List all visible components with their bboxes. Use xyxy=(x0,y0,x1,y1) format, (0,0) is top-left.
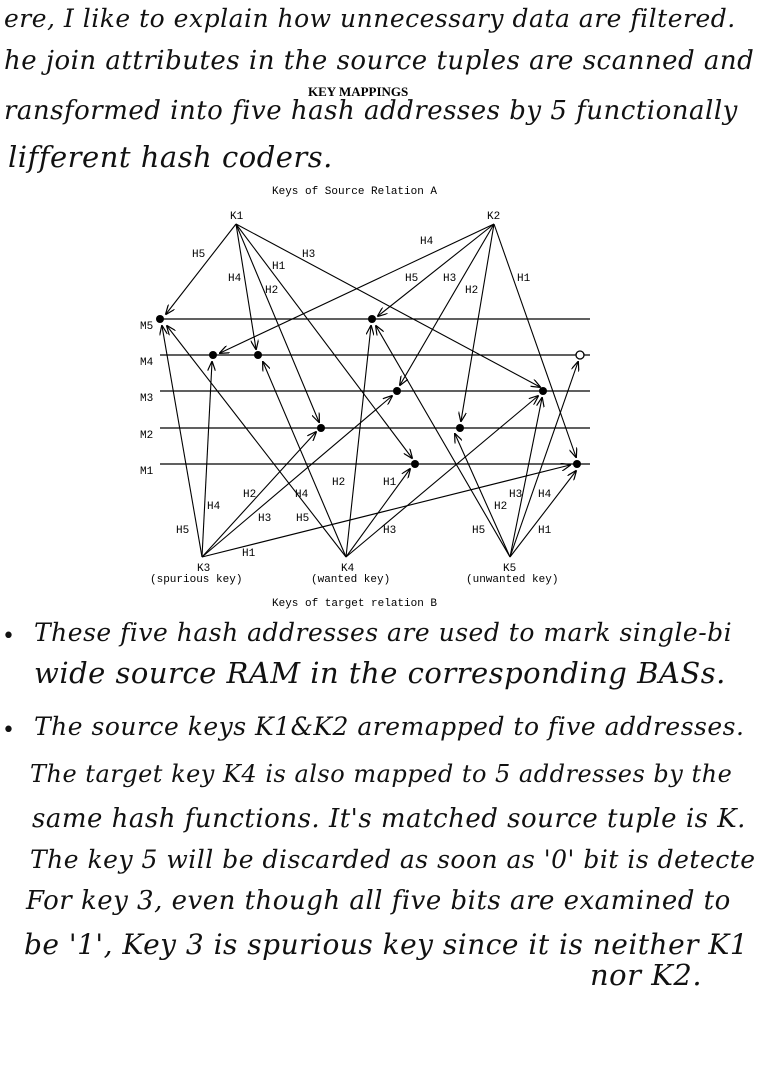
target-caption: Keys of target relation B xyxy=(272,598,438,610)
k4-arrows xyxy=(167,326,538,557)
k2-arrow-h3 xyxy=(400,224,494,385)
row-label-m1: M1 xyxy=(140,466,154,478)
bit-dot xyxy=(456,424,464,432)
intro-line-3: ransformed into five hash addresses by 5 functionally xyxy=(4,96,738,126)
source-key-k2: K2 xyxy=(487,211,501,223)
target-keys xyxy=(150,563,558,586)
k1-label-h2: H2 xyxy=(265,285,279,297)
k2-label-h4: H4 xyxy=(420,236,434,248)
k5-label-h3: H3 xyxy=(509,489,523,501)
k4-label-h4: H4 xyxy=(295,489,309,501)
intro-line-2: he join attributes in the source tuples are scanned and xyxy=(4,46,755,76)
bit-dot xyxy=(254,351,262,359)
target-key-k4: K4 xyxy=(341,563,355,575)
k3-edge-labels xyxy=(176,489,271,560)
k3-label-h2: H2 xyxy=(243,489,257,501)
k4-label-h5: H5 xyxy=(296,513,310,525)
k3-label-h4: H4 xyxy=(207,501,221,513)
bullet-2-line-7: nor K2. xyxy=(590,958,703,992)
bullet-2-line-1: The source keys K1&K2 aremapped to five addresses. xyxy=(34,712,745,741)
k3-label-h5: H5 xyxy=(176,525,190,537)
k5-arrow-h1 xyxy=(455,434,510,557)
intro-line-4: lifferent hash coders. xyxy=(8,140,333,174)
target-key-k3-note: (spurious key) xyxy=(150,574,243,586)
bullet-1-line-2: wide source RAM in the corresponding BASs. xyxy=(34,656,726,690)
target-key-k5-note: (unwanted key) xyxy=(466,574,559,586)
bit-dot xyxy=(539,387,547,395)
k1-arrows xyxy=(166,224,540,458)
k4-arrow-h2 xyxy=(346,326,371,557)
k5-label-h4: H4 xyxy=(538,489,552,501)
k5-label-h5: H5 xyxy=(472,525,486,537)
target-key-k5: K5 xyxy=(503,563,517,575)
bit-dot xyxy=(573,460,581,468)
k1-label-h1: H1 xyxy=(272,261,286,273)
bullet-2-line-2: The target key K4 is also mapped to 5 addresses by the xyxy=(30,760,733,788)
k4-arrow-h1 xyxy=(346,469,410,557)
intro-line-1: ere, I like to explain how unnecessary data are filtered. xyxy=(4,4,736,33)
k5-label-h1: H1 xyxy=(538,525,552,537)
source-key-k1: K1 xyxy=(230,211,244,223)
k3-arrows xyxy=(162,326,570,557)
bullet-marker: • xyxy=(2,624,15,649)
bit-dot xyxy=(209,351,217,359)
k1-arrow-h1 xyxy=(236,224,412,458)
target-key-k3: K3 xyxy=(197,563,211,575)
k1-arrow-h3 xyxy=(236,224,540,387)
bit-dot xyxy=(156,315,164,323)
k4-label-h1: H1 xyxy=(383,477,397,489)
diagram-title: KEY MAPPINGS xyxy=(308,84,409,99)
bullet-2-line-5: For key 3, even though all five bits are examined to xyxy=(26,886,731,916)
k2-arrows xyxy=(220,224,576,457)
k1-label-h5: H5 xyxy=(192,249,206,261)
k1-label-h4: H4 xyxy=(228,273,242,285)
k1-label-h3: H3 xyxy=(302,249,316,261)
k5-label-h2: H2 xyxy=(494,501,508,513)
k2-label-h3: H3 xyxy=(443,273,457,285)
bit-dot xyxy=(317,424,325,432)
k4-arrow-h3 xyxy=(346,396,538,557)
bullet-2-line-6: be '1', Key 3 is spurious key since it is neither K1 xyxy=(24,928,749,961)
bullet-2-line-4: The key 5 will be discarded as soon as '0' bit is detecte xyxy=(30,845,756,874)
k3-label-h3: H3 xyxy=(258,513,272,525)
bullet-marker: • xyxy=(2,718,15,743)
bullet-1-line-1: These five hash addresses are used to mark single-bi xyxy=(34,618,733,647)
row-label-m3: M3 xyxy=(140,393,154,405)
bullet-2-line-3: same hash functions. It's matched source tuple is K. xyxy=(32,804,746,834)
k1-arrow-h4 xyxy=(236,224,256,349)
k4-label-h3: H3 xyxy=(383,525,397,537)
row-label-m2: M2 xyxy=(140,430,154,442)
k2-label-h5: H5 xyxy=(405,273,419,285)
k5-arrows xyxy=(376,326,578,557)
k1-arrow-h5 xyxy=(166,224,236,314)
k4-arrow-h5 xyxy=(167,326,346,557)
row-label-m4: M4 xyxy=(140,357,154,369)
bit-dot xyxy=(368,315,376,323)
k2-label-h2: H2 xyxy=(465,285,479,297)
source-caption: Keys of Source Relation A xyxy=(272,186,438,198)
k2-arrow-h4 xyxy=(220,224,494,353)
k4-label-h2: H2 xyxy=(332,477,346,489)
target-key-k4-note: (wanted key) xyxy=(311,574,391,586)
k3-label-h1: H1 xyxy=(242,548,256,560)
k3-arrow-h5 xyxy=(162,326,202,557)
row-label-m5: M5 xyxy=(140,321,154,333)
bit-dot-empty xyxy=(576,351,584,359)
bit-dot xyxy=(411,460,419,468)
k2-label-h1: H1 xyxy=(517,273,531,285)
k5-arrow-h4 xyxy=(510,471,576,557)
bit-dot xyxy=(393,387,401,395)
